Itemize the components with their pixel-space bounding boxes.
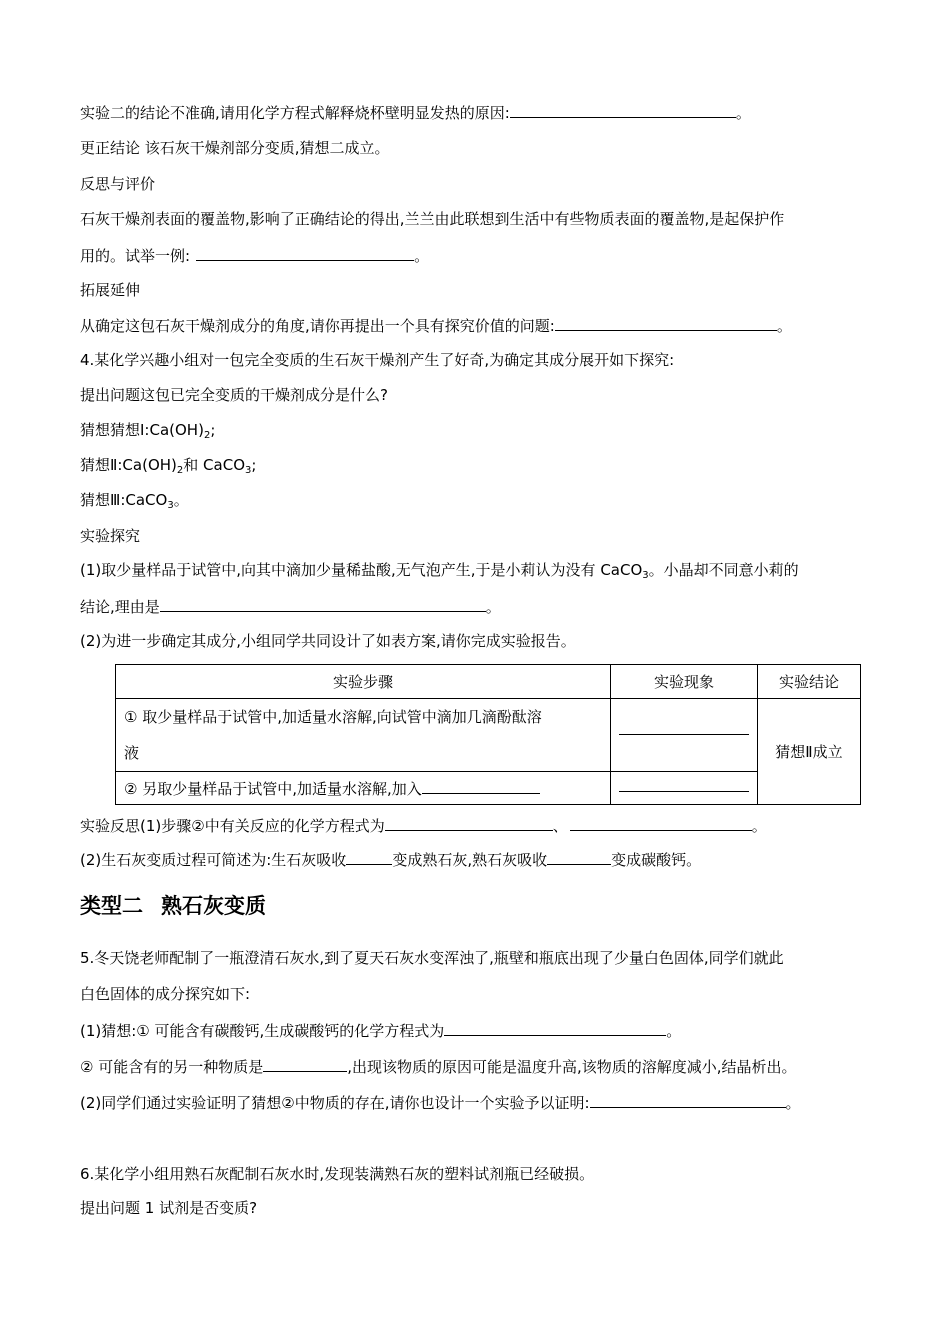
section-label: 反思与评价 — [80, 175, 156, 193]
text-line: 石灰干燥剂表面的覆盖物,影响了正确结论的得出,兰兰由此联想到生活中有些物质表面的覆盖物,是起保护作 — [80, 210, 785, 228]
answer-blank[interactable] — [570, 815, 752, 831]
answer-blank[interactable] — [510, 102, 736, 118]
header-conclusion: 实验结论 — [758, 665, 861, 699]
header-steps: 实验步骤 — [116, 665, 611, 699]
conclusion-cell: 猜想Ⅱ成立 — [758, 699, 861, 805]
experiment-report-table — [115, 664, 861, 805]
phenomenon-2-cell[interactable] — [611, 772, 758, 805]
answer-blank[interactable] — [547, 849, 611, 865]
question-6: 6.某化学小组用熟石灰配制石灰水时,发现装满熟石灰的塑料试剂瓶已经破损。 — [80, 1165, 595, 1183]
answer-blank[interactable] — [555, 315, 777, 331]
question-4: 4.某化学兴趣小组对一包完全变质的生石灰干燥剂产生了好奇,为确定其成分展开如下探究: — [80, 351, 675, 369]
text-line: 提出问题 1 试剂是否变质? — [80, 1199, 258, 1217]
table-row — [116, 772, 861, 805]
text-line: 从确定这包石灰干燥剂成分的角度,请你再提出一个具有探究价值的问题: 。 — [80, 317, 792, 335]
section-label: 拓展延伸 — [80, 281, 141, 299]
table-row — [116, 699, 861, 772]
answer-blank[interactable] — [444, 1020, 666, 1036]
text-line: 实验二的结论不准确,请用化学方程式解释烧杯壁明显发热的原因: 。 — [80, 104, 751, 122]
section-heading: 类型二 熟石灰变质 — [80, 894, 266, 918]
text-line: 结论,理由是 。 — [80, 598, 501, 616]
table-header-row — [116, 665, 861, 699]
text-line: 用的。试举一例: 。 — [80, 247, 430, 265]
answer-blank[interactable] — [590, 1092, 786, 1108]
answer-blank[interactable] — [619, 733, 749, 735]
answer-blank[interactable] — [196, 245, 414, 261]
text-line: (2)为进一步确定其成分,小组同学共同设计了如表方案,请你完成实验报告。 — [80, 632, 576, 650]
answer-blank[interactable] — [619, 790, 749, 792]
answer-blank[interactable] — [422, 778, 540, 794]
text-line: (2)生石灰变质过程可简述为:生石灰吸收 变成熟石灰,熟石灰吸收 变成碳酸钙。 — [80, 851, 702, 869]
text-line: 白色固体的成分探究如下: — [80, 985, 251, 1003]
header-phenomenon: 实验现象 — [611, 665, 758, 699]
answer-blank[interactable] — [385, 815, 553, 831]
section-label: 实验探究 — [80, 527, 141, 545]
text-line: 提出问题这包已完全变质的干燥剂成分是什么? — [80, 386, 388, 404]
hypothesis-3: 猜想Ⅲ:CaCO$_3$。 — [80, 491, 189, 511]
hypothesis-2: 猜想$Ⅱ:Ca(OH)_2$和 CaCO$_3$; — [80, 456, 257, 476]
text-line: 实验反思(1)步骤②中有关反应的化学方程式为 、 。 — [80, 817, 767, 835]
text-line: 更正结论 该石灰干燥剂部分变质,猜想二成立。 — [80, 139, 390, 157]
step-2-cell: ② 另取少量样品于试管中,加适量水溶解,加入 — [116, 772, 611, 805]
question-5: 5.冬天饶老师配制了一瓶澄清石灰水,到了夏天石灰水变浑浊了,瓶壁和瓶底出现了少量白色固体,同学们就此 — [80, 949, 784, 967]
step-1-cell: ① 取少量样品于试管中,加适量水溶解,向试管中滴加几滴酚酞溶 液 — [116, 699, 611, 772]
answer-blank[interactable] — [160, 596, 486, 612]
answer-blank[interactable] — [263, 1056, 347, 1072]
text-line: ② 可能含有的另一种物质是 ,出现该物质的原因可能是温度升高,该物质的溶解度减小,结晶析出。 — [80, 1058, 797, 1076]
text-line: (1)猜想:① 可能含有碳酸钙,生成碳酸钙的化学方程式为 。 — [80, 1022, 682, 1040]
hypothesis-1: 猜想猜想$Ⅰ:Ca(OH)_2$; — [80, 421, 216, 441]
answer-blank[interactable] — [346, 849, 392, 865]
phenomenon-1-cell[interactable] — [611, 699, 758, 772]
text-line: (1)取少量样品于试管中,向其中滴加少量稀盐酸,无气泡产生,于是小莉认为没有 CaCO$_3$。小晶却不同意小莉的 — [80, 561, 799, 581]
text-line: (2)同学们通过实验证明了猜想②中物质的存在,请你也设计一个实验予以证明: 。 — [80, 1094, 801, 1112]
